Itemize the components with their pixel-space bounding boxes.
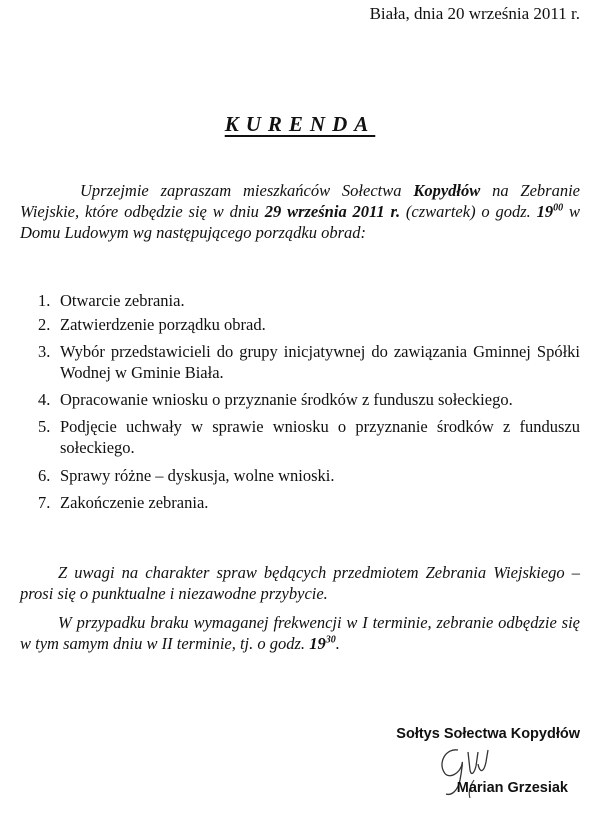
agenda-item [38,492,580,513]
signer-role: Sołtys Sołectwa Kopydłów [396,726,580,742]
title-text: KURENDA [224,112,376,136]
meeting-hour: 19 [536,202,554,221]
meeting-date: 29 września 2011 r. [264,202,401,221]
agenda-item [38,314,580,335]
note-paragraph-1: Z uwagi na charakter spraw będących przedmiotem Zebrania Wiejskiego – prosi się o punktualne i niezawodne przybycie. [20,563,580,603]
intro-paragraph [20,180,580,243]
agenda-list [38,290,580,513]
agenda-number: 2. [38,315,51,334]
agenda-number: 4. [38,390,51,409]
second-term-minutes: 30 [325,634,336,646]
note2-text: W przypadku braku wymaganej frekwencji w I terminie, zebranie odbędzie się w tym samym dniu w II terminie, tj. o godz. [20,613,580,653]
agenda-item [38,341,580,383]
agenda-item [38,389,580,410]
signer-name: Marian Grzesiak [456,780,568,796]
agenda-item [38,416,580,458]
agenda-text: Zakończenie zebrania. [60,493,209,512]
meeting-minutes: 00 [553,202,564,214]
document-title [0,112,600,137]
agenda-text: Podjęcie uchwały w sprawie wniosku o przyznanie środków z funduszu sołeckiego. [60,417,580,457]
agenda-number: 5. [38,417,51,436]
agenda-text: Sprawy różne – dyskusja, wolne wnioski. [60,466,335,485]
intro-text-3: (czwartek) o godz. [400,202,537,221]
intro-text-4: w Domu Ludowym wg następującego porządku obrad: [20,202,580,242]
agenda-number: 3. [38,342,51,361]
agenda-item [38,290,580,311]
agenda-text: Opracowanie wniosku o przyznanie środków z funduszu sołeckiego. [60,390,513,409]
agenda-item [38,465,580,486]
place-date: Biała, dnia 20 września 2011 r. [369,4,580,23]
note2-end: . [335,634,340,653]
intro-text-1: Uprzejmie zapraszam mieszkańców Sołectwa [80,181,414,200]
village-name: Kopydłów [413,181,481,200]
second-term-hour: 19 [309,634,326,653]
agenda-text: Otwarcie zebrania. [60,291,185,310]
intro-text-2: na Zebranie Wiejskie, które odbędzie się w dniu [20,181,580,221]
agenda-text: Wybór przedstawicieli do grupy inicjatywnej do zawiązania Gminnej Spółki Wodnej w Gminie Biała. [60,342,580,382]
note-paragraph-2 [20,612,580,654]
agenda-number: 7. [38,493,51,512]
agenda-number: 6. [38,466,51,485]
agenda-number: 1. [38,291,51,310]
agenda-text: Zatwierdzenie porządku obrad. [60,315,266,334]
